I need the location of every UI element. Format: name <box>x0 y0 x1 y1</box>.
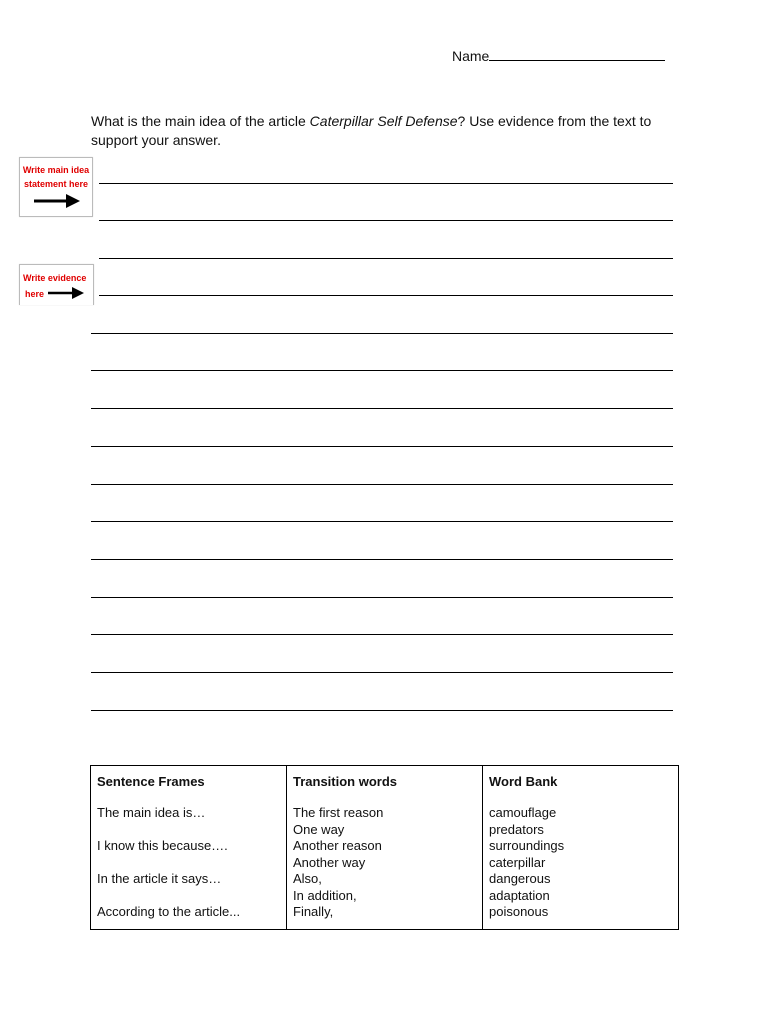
sentence-frame-item: I know this because…. <box>97 838 228 853</box>
name-field[interactable] <box>452 46 665 64</box>
main-idea-callout-line1: Write main idea <box>22 165 90 175</box>
name-label: Name <box>452 48 490 64</box>
answer-line[interactable] <box>91 710 673 711</box>
word-bank-item: poisonous <box>489 904 549 919</box>
sentence-frame-item: In the article it says… <box>97 871 222 886</box>
arrow-right-icon <box>34 194 80 208</box>
sentence-frame-item: According to the article... <box>97 904 241 919</box>
evidence-callout-line2: here <box>25 289 45 299</box>
evidence-callout-line1: Write evidence <box>23 273 87 283</box>
transition-word-item: Another way <box>293 854 366 870</box>
main-idea-callout-line2: statement here <box>23 179 89 189</box>
word-bank-item: adaptation <box>489 887 550 903</box>
answer-line[interactable] <box>91 370 673 371</box>
answer-line[interactable] <box>99 220 673 221</box>
answer-line[interactable] <box>99 183 673 184</box>
transition-word-item: The first reason <box>293 805 384 820</box>
arrow-right-icon <box>48 287 84 299</box>
answer-line[interactable] <box>91 597 673 598</box>
answer-line[interactable] <box>91 333 673 334</box>
answer-line[interactable] <box>91 484 673 485</box>
sentence-frames-table <box>90 765 679 930</box>
transition-word-item: In addition, <box>293 887 357 903</box>
word-bank-item: dangerous <box>489 871 551 886</box>
answer-line[interactable] <box>91 446 673 447</box>
transition-words-header: Transition words <box>293 774 398 789</box>
answer-line[interactable] <box>91 634 673 635</box>
name-blank[interactable] <box>489 46 665 61</box>
transition-words-column <box>287 766 483 930</box>
sentence-frames-column <box>91 766 287 930</box>
answer-line[interactable] <box>91 672 673 673</box>
answer-line[interactable] <box>99 295 673 296</box>
sentence-frames-header: Sentence Frames <box>97 774 205 789</box>
word-bank-item: camouflage <box>489 805 557 820</box>
answer-line[interactable] <box>91 559 673 560</box>
answer-line[interactable] <box>91 408 673 409</box>
word-bank-item: caterpillar <box>489 854 546 870</box>
evidence-callout <box>19 264 94 305</box>
question-suffix: ? Use evidence from the text to support your answer. <box>91 113 652 148</box>
transition-word-item: Finally, <box>293 904 334 919</box>
transition-word-item: Another reason <box>293 838 382 853</box>
sentence-frame-item: The main idea is… <box>97 805 206 820</box>
main-idea-callout <box>19 157 93 217</box>
transition-word-item: Also, <box>293 871 322 886</box>
answer-line[interactable] <box>99 258 673 259</box>
answer-line[interactable] <box>91 521 673 522</box>
transition-word-item: One way <box>293 821 345 837</box>
article-title: Caterpillar Self Defense <box>309 113 458 129</box>
word-bank-column <box>483 766 679 930</box>
word-bank-item: surroundings <box>489 838 565 853</box>
word-bank-header: Word Bank <box>489 774 558 789</box>
word-bank-item: predators <box>489 821 544 837</box>
question-prefix: What is the main idea of the article <box>91 113 310 129</box>
question-prompt <box>91 112 681 150</box>
